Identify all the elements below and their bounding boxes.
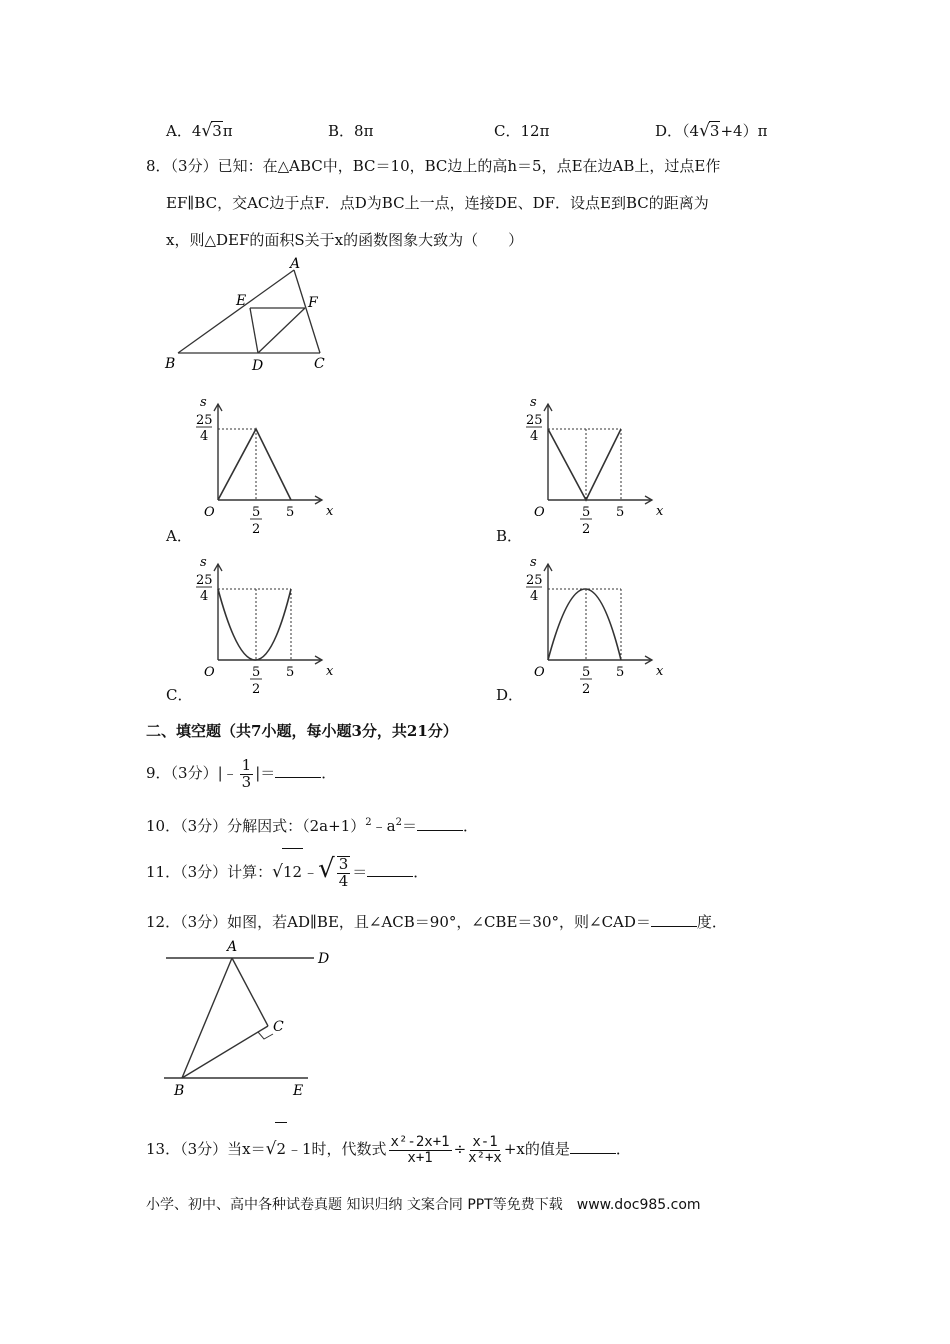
fig12-label-c: C	[273, 1019, 284, 1035]
q13-fraction-2: $\frac{x-1}{\text{x²+x}}$	[468, 1133, 502, 1166]
q8-option-d-label: D．	[496, 686, 524, 704]
y-axis-label-s: s	[530, 395, 537, 410]
origin-label: O	[534, 505, 545, 520]
y-tick-den: 4	[200, 589, 209, 604]
y-axis-label-s: s	[200, 395, 207, 410]
label-d: D	[252, 358, 264, 374]
q10: 10．（3分）分解因式：$(2a+1)^2﹣a^2=$ ．	[146, 817, 478, 835]
section-2-title: 二、填空题（共7小题，每小题3分，共21分）	[146, 722, 458, 740]
x-tick-den: 2	[252, 522, 261, 537]
y-tick-num: 25	[526, 413, 543, 428]
q8-graph-b	[520, 392, 670, 542]
origin-label: O	[204, 505, 215, 520]
q9-fraction: $\frac{1}{3}$	[241, 755, 252, 791]
x-axis-label-x: x	[656, 664, 664, 679]
fig12-label-d: D	[318, 951, 330, 967]
fig12-label-e: E	[293, 1083, 304, 1099]
q9: 9．（3分）|﹣ $\frac{1}{3}$ |＝ ．	[146, 755, 337, 791]
x-tick-num: 5	[252, 505, 261, 520]
x-axis-label-x: x	[326, 664, 334, 679]
x-tick-den: 2	[582, 522, 591, 537]
page-footer: 小学、初中、高中各种试卷真题 知识归纳 文案合同 PPT等免费下载 www.doc985.com	[146, 1197, 701, 1213]
x-tick-end: 5	[286, 665, 295, 680]
x-axis-label-x: x	[326, 504, 334, 519]
x-tick-end: 5	[616, 665, 625, 680]
q7-option-c: C．12π	[494, 122, 550, 140]
q8-graph-d	[520, 552, 670, 702]
q8-option-c-label: C．	[166, 686, 193, 704]
q8-line-2: EF∥BC，交AC边于点F．点D为BC上一点，连接DE、DF．设点E到BC的距离为	[166, 194, 709, 212]
x-tick-den: 2	[252, 682, 261, 697]
x-tick-num: 5	[582, 665, 591, 680]
x-tick-num: 5	[582, 505, 591, 520]
q11: 11．（3分）计算：√12﹣√ $\frac{3}{4}$ ＝ ．	[146, 846, 428, 895]
y-tick-den: 4	[530, 429, 539, 444]
q11-answer-blank[interactable]	[367, 862, 413, 877]
label-f: F	[308, 295, 318, 311]
origin-label: O	[534, 665, 545, 680]
y-tick-num: 25	[196, 413, 213, 428]
q8-option-b-label: B．	[496, 527, 523, 545]
graph-curve	[218, 429, 291, 500]
x-tick-end: 5	[616, 505, 625, 520]
label-a: A	[290, 256, 301, 272]
q12-answer-blank[interactable]	[651, 912, 697, 927]
x-tick-num: 5	[252, 665, 261, 680]
q7-option-a: A．4√3π	[166, 121, 233, 141]
q7-option-d: D．（4√3+4）π	[655, 121, 768, 141]
x-axis-label-x: x	[656, 504, 664, 519]
y-tick-num: 25	[196, 573, 213, 588]
q13: 13．（3分）当x＝√2﹣1时，代数式 $\frac{\text{x²-2x+1}}{x+1}$ ÷ $\frac{x-1}{\text{x²+x}}$ +x的值是 ．	[146, 1122, 631, 1175]
q8-line-3: x，则△DEF的面积S关于x的函数图象大致为（ ）	[166, 231, 524, 249]
q8-line-1: 8．（3分）已知：在△ABC中，BC＝10，BC边上的高h＝5，点E在边AB上，过点E作	[146, 157, 721, 175]
q8-option-a-label: A．	[166, 527, 192, 545]
label-b: B	[165, 356, 176, 372]
x-tick-den: 2	[582, 682, 591, 697]
q8-graph-c	[190, 552, 340, 702]
x-tick-end: 5	[286, 505, 295, 520]
label-e: E	[236, 293, 247, 309]
q12-figure	[160, 936, 350, 1106]
y-axis-label-s: s	[200, 555, 207, 570]
q11-fraction: $\frac{3}{4}$	[338, 855, 349, 890]
origin-label: O	[204, 665, 215, 680]
q12: 12．（3分）如图，若AD∥BE，且∠ACB＝90°，∠CBE＝30°，则∠CAD＝ 度．	[146, 913, 727, 931]
graph-curve	[548, 429, 621, 500]
q7-option-b: B．8π	[328, 122, 374, 140]
y-tick-den: 4	[200, 429, 209, 444]
q8-graph-a	[190, 392, 340, 542]
label-c: C	[314, 356, 325, 372]
q13-answer-blank[interactable]	[570, 1139, 616, 1154]
q10-answer-blank[interactable]	[417, 816, 463, 831]
graph-curve	[548, 589, 621, 660]
graph-curve	[218, 589, 291, 660]
q9-answer-blank[interactable]	[275, 763, 321, 778]
y-tick-num: 25	[526, 573, 543, 588]
q8-triangle-figure	[160, 255, 350, 380]
y-axis-label-s: s	[530, 555, 537, 570]
fig12-label-a: A	[227, 939, 238, 955]
y-tick-den: 4	[530, 589, 539, 604]
fig12-label-b: B	[174, 1083, 185, 1099]
q13-fraction-1: $\frac{\text{x²-2x+1}}{x+1}$	[390, 1133, 450, 1166]
